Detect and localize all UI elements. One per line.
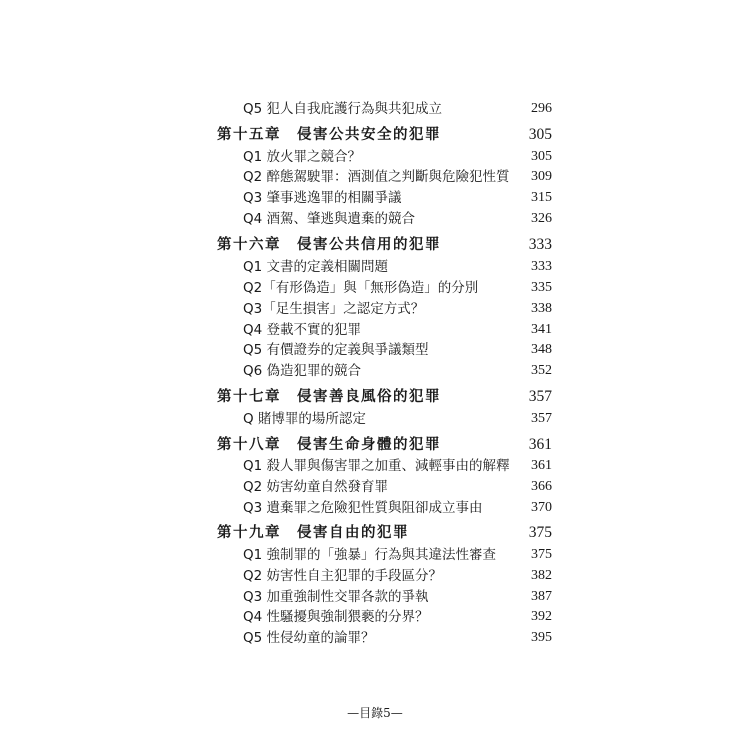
toc-item — [0, 319, 750, 341]
toc-item-page: 395 — [531, 630, 552, 645]
toc-item — [0, 627, 750, 649]
toc-item-label: Q2「有形偽造」與「無形偽造」的分別 — [243, 280, 479, 296]
toc-item-page: 366 — [531, 479, 552, 494]
toc-item — [0, 565, 750, 587]
toc-item — [0, 166, 750, 188]
toc-item — [0, 98, 750, 120]
toc-item-page: 352 — [531, 363, 552, 378]
toc-chapter — [0, 386, 750, 408]
toc-chapter-label: 第十九章 侵害自由的犯罪 — [217, 524, 409, 541]
toc-item-page: 361 — [531, 458, 552, 473]
toc-item-page: 392 — [531, 609, 552, 624]
toc-item-label: Q2 妨害幼童自然發育罪 — [243, 479, 389, 495]
toc-item-label: Q1 殺人罪與傷害罪之加重、減輕事由的解釋 — [243, 458, 510, 474]
toc-item — [0, 360, 750, 382]
toc-chapter-page: 375 — [528, 524, 552, 541]
toc-item-page: 387 — [531, 589, 552, 604]
toc-item-label: Q5 性侵幼童的論罪？ — [243, 630, 375, 646]
toc-chapter-page: 333 — [528, 236, 552, 253]
toc-chapter — [0, 434, 750, 456]
toc-item — [0, 298, 750, 320]
toc-item — [0, 187, 750, 209]
toc-item — [0, 277, 750, 299]
toc-item-label: Q4 性騷擾與強制猥褻的分界？ — [243, 609, 429, 625]
toc-item-page: 370 — [531, 500, 552, 515]
toc-item-label: Q2 妨害性自主犯罪的手段區分？ — [243, 568, 443, 584]
toc-chapter-page: 305 — [528, 126, 552, 143]
toc-chapter-label: 第十七章 侵害善良風俗的犯罪 — [217, 388, 441, 405]
toc-item-label: Q2 醉態駕駛罪：酒測值之判斷與危險犯性質 — [243, 169, 510, 185]
toc-chapter-label: 第十六章 侵害公共信用的犯罪 — [217, 236, 441, 253]
toc-item-label: Q3 加重強制性交罪各款的爭執 — [243, 589, 429, 605]
toc-item-page: 326 — [531, 211, 552, 226]
toc-item-page: 382 — [531, 568, 552, 583]
toc-item-label: Q3 肇事逃逸罪的相關爭議 — [243, 190, 402, 206]
toc-item-page: 375 — [531, 547, 552, 562]
toc-chapter-label: 第十八章 侵害生命身體的犯罪 — [217, 436, 441, 453]
toc-item-label: Q4 酒駕、肇逃與遺棄的競合 — [243, 211, 416, 227]
toc-item — [0, 497, 750, 519]
toc-item-label: Q5 犯人自我庇護行為與共犯成立 — [243, 101, 443, 117]
toc-item-label: Q1 強制罪的「強暴」行為與其違法性審查 — [243, 547, 497, 563]
toc-item-page: 335 — [531, 280, 552, 295]
toc-chapter — [0, 234, 750, 256]
toc-item — [0, 476, 750, 498]
toc-item-label: Q1 文書的定義相關問題 — [243, 259, 389, 275]
toc-item-page: 333 — [531, 259, 552, 274]
toc-item-label: Q6 偽造犯罪的競合 — [243, 363, 362, 379]
toc-item-label: Q1 放火罪之競合？ — [243, 149, 362, 165]
toc-chapter-page: 357 — [528, 388, 552, 405]
toc-item — [0, 208, 750, 230]
toc-chapter-page: 361 — [528, 436, 552, 453]
toc-item — [0, 339, 750, 361]
toc-chapter — [0, 522, 750, 544]
toc-item — [0, 146, 750, 168]
toc-item — [0, 408, 750, 430]
toc-item-label: Q4 登載不實的犯罪 — [243, 322, 362, 338]
toc-item-page: 338 — [531, 301, 552, 316]
toc-chapter-label: 第十五章 侵害公共安全的犯罪 — [217, 126, 441, 143]
toc-item-label: Q5 有價證券的定義與爭議類型 — [243, 342, 429, 358]
toc-item-label: Q3「足生損害」之認定方式？ — [243, 301, 425, 317]
toc-item-page: 309 — [531, 169, 552, 184]
toc-item-page: 348 — [531, 342, 552, 357]
toc-item-page: 296 — [531, 101, 552, 116]
toc-item-page: 315 — [531, 190, 552, 205]
toc-chapter — [0, 124, 750, 146]
toc-item-label: Q 賭博罪的場所認定 — [243, 411, 366, 427]
page-footer: —目錄5— — [347, 706, 403, 720]
toc-item-label: Q3 遺棄罪之危險犯性質與阻卻成立事由 — [243, 500, 483, 516]
toc-item — [0, 544, 750, 566]
toc-item — [0, 586, 750, 608]
toc-item — [0, 606, 750, 628]
toc-item-page: 305 — [531, 149, 552, 164]
toc-item-page: 341 — [531, 322, 552, 337]
toc-item-page: 357 — [531, 411, 552, 426]
toc-item — [0, 256, 750, 278]
toc-item — [0, 455, 750, 477]
